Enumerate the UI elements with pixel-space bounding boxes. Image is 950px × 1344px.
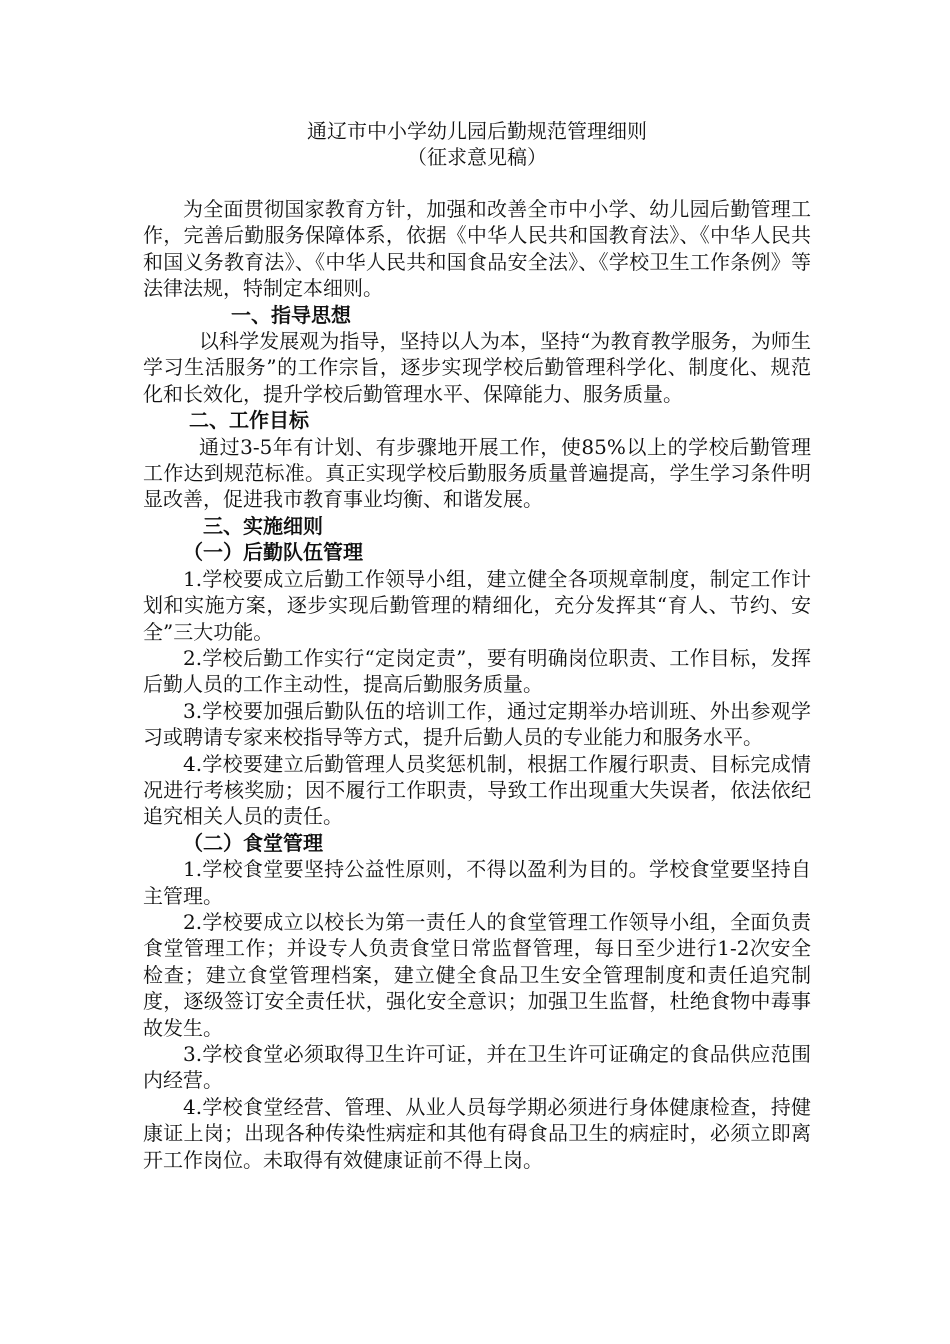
intro-paragraph: 为全面贯彻国家教育方针，加强和改善全市中小学、幼儿园后勤管理工作，完善后勤服务保障体系，依据《中华人民共和国教育法》、《中华人民共和国义务教育法》、《中华人民共和国食品安全法》、《学校卫生工作条例》等法律法规，特制定本细则。: [143, 197, 811, 301]
section-heading-implementation: 三、实施细则: [203, 513, 323, 538]
subsection-heading-logistics-team: （一）后勤队伍管理: [183, 540, 363, 565]
list-item: 3.学校要加强后勤队伍的培训工作，通过定期举办培训班、外出参观学习或聘请专家来校指导等方式，提升后勤人员的专业能力和服务水平。: [143, 698, 811, 750]
section-body-work-goals: 通过3-5年有计划、有步骤地开展工作，使85%以上的学校后勤管理工作达到规范标准。真正实现学校后勤服务质量普遍提高，学生学习条件明显改善，促进我市教育事业均衡、和谐发展。: [143, 434, 811, 512]
list-item: 1.学校要成立后勤工作领导小组，建立健全各项规章制度，制定工作计划和实施方案，逐步实现后勤管理的精细化，充分发挥其“育人、节约、安全”三大功能。: [143, 566, 811, 644]
list-item: 3.学校食堂必须取得卫生许可证，并在卫生许可证确定的食品供应范围内经营。: [143, 1042, 811, 1093]
section-heading-guiding-ideology: 一、指导思想: [231, 302, 351, 327]
list-item: 4.学校要建立后勤管理人员奖惩机制，根据工作履行职责、目标完成情况进行考核奖励；因不履行工作职责，导致工作出现重大失误者，依法依纪追究相关人员的责任。: [143, 751, 811, 829]
list-item: 4.学校食堂经营、管理、从业人员每学期必须进行身体健康检查，持健康证上岗；出现各种传染性病症和其他有碍食品卫生的病症时，必须立即离开工作岗位。未取得有效健康证前不得上岗。: [143, 1094, 811, 1172]
list-item: 2.学校后勤工作实行“定岗定责”，要有明确岗位职责、工作目标，发挥后勤人员的工作主动性，提高后勤服务质量。: [143, 645, 811, 697]
section-body-guiding-ideology: 以科学发展观为指导，坚持以人为本，坚持“为教育教学服务，为师生学习生活服务”的工作宗旨，逐步实现学校后勤管理科学化、制度化、规范化和长效化，提升学校后勤管理水平、保障能力、服务质量。: [143, 329, 811, 406]
list-item: 2.学校要成立以校长为第一责任人的食堂管理工作领导小组，全面负责食堂管理工作；并设专人负责食堂日常监督管理，每日至少进行1-2次安全检查；建立食堂管理档案，建立健全食品卫生安全管理制度和责任追究制度，逐级签订安全责任状，强化安全意识；加强卫生监督，杜绝食物中毒事故发生。: [143, 909, 811, 1040]
document-subtitle: （征求意见稿）: [407, 145, 547, 169]
document-title: 通辽市中小学幼儿园后勤规范管理细则: [307, 119, 647, 143]
subsection-heading-canteen: （二）食堂管理: [183, 830, 323, 855]
list-item: 1.学校食堂要坚持公益性原则，不得以盈利为目的。学校食堂要坚持自主管理。: [143, 857, 811, 908]
section-heading-work-goals: 二、工作目标: [189, 408, 309, 433]
document-page: [143, 118, 811, 1173]
